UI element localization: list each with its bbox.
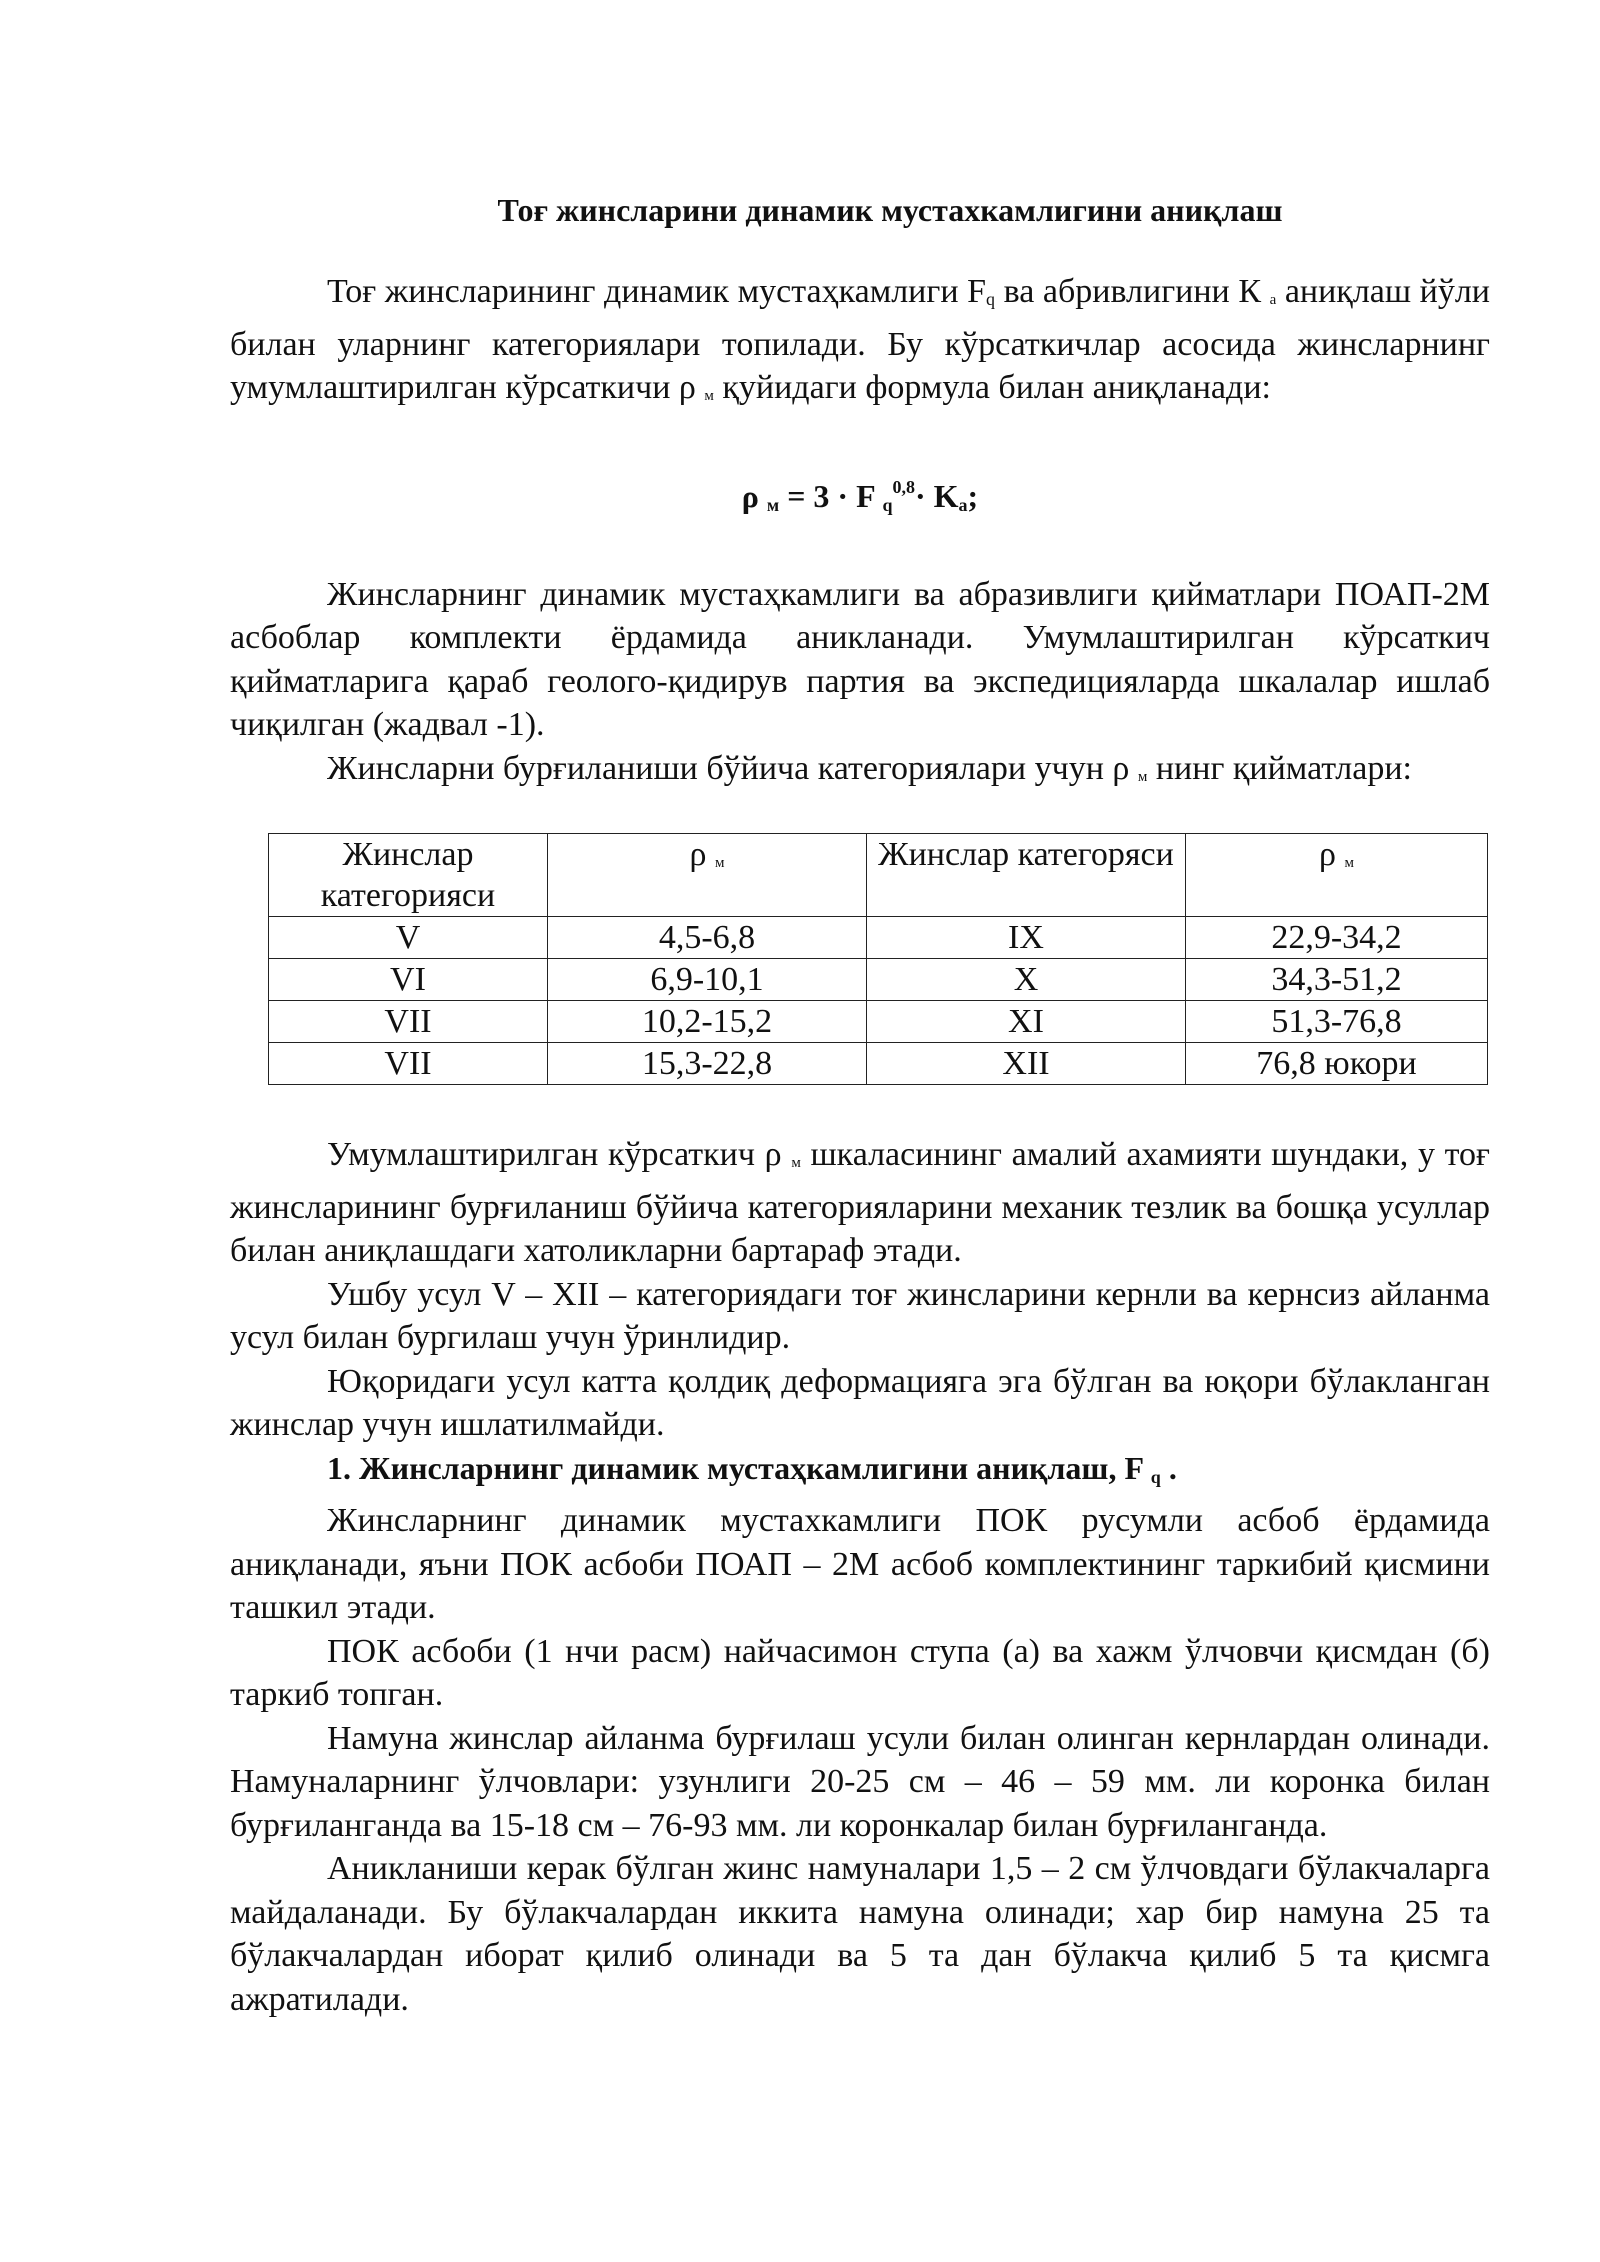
paragraph-samples: Намуна жинслар айланма бурғилаш усули билан олинган кернлардан олинади. Намуналарнинг ўлчовлари: узунлиги 20-25 см – 46 – 59 мм. ли коронка билан бурғиланганда ва 15-18 см – 76-93 мм. ли коронкалар билан бурғиланганда. — [230, 1719, 1490, 1844]
table-row: V 4,5-6,8 IX 22,9-34,2 — [269, 917, 1488, 959]
paragraph-scale-importance: Умумлаштирилган кўрсаткич ρ $_м$ шкаласининг амалий ахамияти шундаки, у тоғ жинсларининг бурғиланиш бўйича категорияларини механик тезлик ва бошқа усуллар билан аниқлашдаги хатоликларни бартараф этади. — [230, 1136, 1491, 1269]
paragraph-crushing: Аникланиши керак бўлган жинс намуналари 1,5 – 2 см ўлчовдаги бўлакчаларга майдаланади. Бу бўлакчалардан иккита намуна олинади; хар бир намуна 25 та бўлакчалардан иборат қилиб олинади ва 5 та дан бўлакча қилиб 5 та қисмга ажратилади. — [230, 1850, 1490, 2018]
intro-paragraph: Тоғ жинсларининг динамик мустаҳкамлиги $F_q$ ва абривлигини К $_а$ аниқлаш йўли билан уларнинг категориялари топилади. Бу кўрсаткичлар асосида жинсларнинг умумлаштирилган кўрсаткичи ρ $_м$ қуйидаги формула билан аниқланади: — [230, 273, 1490, 406]
page-title: Тоғ жинсларини динамик мустахкамлигини аниқлаш — [497, 192, 1283, 228]
paragraph-method-limit: Юқоридаги усул катта қолдиқ деформацияга эга бўлган ва юқори бўлакланган жинслар учун ишлатилмайди. — [230, 1362, 1490, 1443]
header-rho: ρ $_м$ — [548, 834, 867, 917]
paragraph-method-scope: Ушбу усул V – XII – категориядаги тоғ жинсларини кернли ва кернсиз айланма усул билан бургилаш учун ўринлидир. — [230, 1275, 1490, 1356]
paragraph-ponap: Жинсларнинг динамик мустаҳкамлиги ва абразивлиги қийматлари ПОАП-2М асбоблар комплекти ёрдамида аникланади. Умумлаштирилган кўрсаткич қийматларига қараб геолого-қидирув партия ва экспедицияларда шкалалар ишлаб чиқилган (жадвал -1). — [230, 575, 1490, 743]
header-category: Жинслар категорияси — [269, 834, 548, 917]
section-heading: 1. Жинсларнинг динамик мустаҳкамлигини аниқлаш, F $_q$ . — [327, 1449, 1177, 1487]
table-row: VII 15,3-22,8 XII 76,8 юкори — [269, 1043, 1488, 1085]
table-header-row — [269, 834, 1488, 917]
paragraph-pok-device: Жинсларнинг динамик мустахкамлиги ПОК русумли асбоб ёрдамида аниқланади, яъни ПОК асбоби ПОАП – 2М асбоб комплектининг таркибий қисмини ташкил этади. — [230, 1502, 1490, 1626]
document-body — [230, 190, 1490, 2021]
header-category-2: Жинслар категоряси — [867, 834, 1186, 917]
paragraph-table-intro: Жинсларни бурғиланиши бўйича категориялари учун ρ $_м$ нинг қийматлари: — [327, 749, 1413, 787]
category-table — [268, 833, 1488, 1085]
header-rho-2: ρ $_м$ — [1186, 834, 1488, 917]
table-row: VII 10,2-15,2 XI 51,3-76,8 — [269, 1001, 1488, 1043]
paragraph-pok-parts: ПОК асбоби (1 нчи расм) найчасимон ступа (а) ва хажм ўлчовчи қисмдан (б) таркиб топган. — [230, 1632, 1490, 1713]
formula: ρ $_м$ = 3 · F $_q^{0,8}\cdot K_а$; — [741, 476, 979, 515]
table-row: VI 6,9-10,1 X 34,3-51,2 — [269, 959, 1488, 1001]
